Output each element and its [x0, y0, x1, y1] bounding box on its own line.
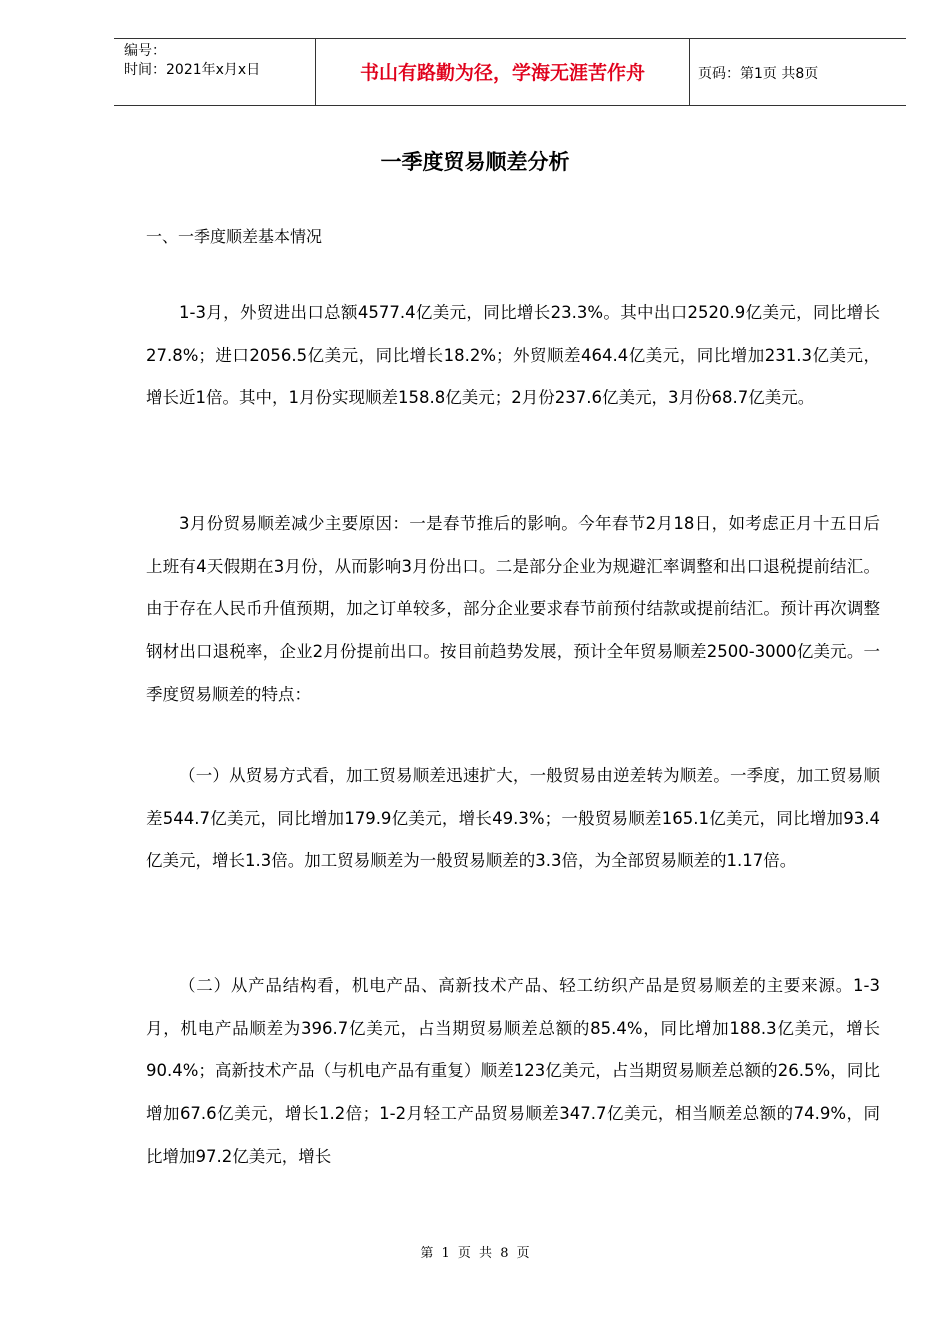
paragraph-2: 3月份贸易顺差减少主要原因：一是春节推后的影响。今年春节2月18日，如考虑正月十五日后上班有4天假期在3月份，从而影响3月份出口。二是部分企业为规避汇率调整和出口退税提前结汇。由于存在人民币升值预期，加之订单较多，部分企业要求春节前预付结款或提前结汇。预计再次调整钢材出口退税率，企业2月份提前出口。按目前趋势发展，预计全年贸易顺差2500-3000亿美元。一季度贸易顺差的特点：	[146, 514, 880, 704]
document-title: 一季度贸易顺差分析	[380, 150, 570, 174]
header-number-label: 编号：	[124, 43, 166, 59]
paragraph-1: 1-3月，外贸进出口总额4577.4亿美元，同比增长23.3%。其中出口2520.9亿美元，同比增长27.8%；进口2056.5亿美元，同比增长18.2%；外贸顺差464.4亿美元，同比增加231.3亿美元，增长近1倍。其中，1月份实现顺差158.8亿美元；2月份237.6亿美元，3月份68.7亿美元。	[146, 303, 880, 408]
page-footer: 第 1 页 共 8 页	[420, 1246, 530, 1261]
header-divider	[689, 39, 690, 106]
header-page-info: 页码：第1页 共8页	[698, 66, 819, 82]
header-time-label: 时间：2021年x月x日	[124, 62, 261, 78]
paragraph-3: （一）从贸易方式看，加工贸易顺差迅速扩大，一般贸易由逆差转为顺差。一季度，加工贸易顺差544.7亿美元，同比增加179.9亿美元，增长49.3%；一般贸易顺差165.1亿美元，同比增加93.4亿美元，增长1.3倍。加工贸易顺差为一般贸易顺差的3.3倍，为全部贸易顺差的1.17倍。	[146, 766, 880, 871]
header-motto: 书山有路勤为径，学海无涯苦作舟	[359, 62, 645, 84]
header-meta	[124, 42, 260, 80]
page-header	[114, 38, 906, 106]
paragraph-4: （二）从产品结构看，机电产品、高新技术产品、轻工纺织产品是贸易顺差的主要来源。1-3月，机电产品顺差为396.7亿美元，占当期贸易顺差总额的85.4%，同比增加188.3亿美元，增长90.4%；高新技术产品（与机电产品有重复）顺差123亿美元，占当期贸易顺差总额的26.5%，同比增加67.6亿美元，增长1.2倍；1-2月轻工产品贸易顺差347.7亿美元，相当顺差总额的74.9%，同比增加97.2亿美元，增长	[146, 976, 880, 1166]
section-heading: 一、一季度顺差基本情况	[146, 227, 323, 246]
